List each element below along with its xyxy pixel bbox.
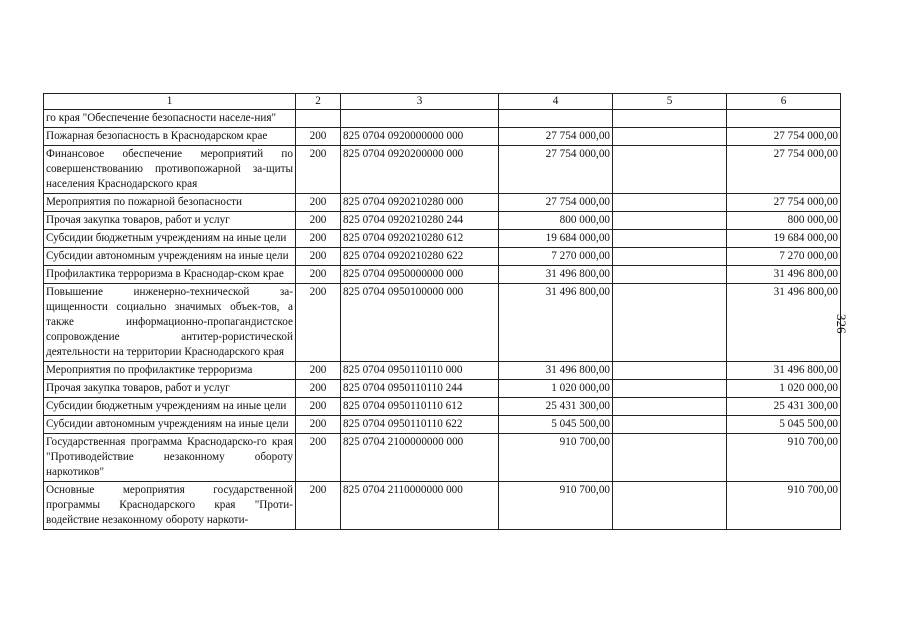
row-col6-amount: 910 700,00 [727,434,841,482]
row-col6-amount: 1 020 000,00 [727,380,841,398]
row-col5-cell [613,266,727,284]
row-col4-amount: 31 496 800,00 [499,362,613,380]
row-col5-cell [613,434,727,482]
row-col2-cell: 200 [296,212,341,230]
row-name-cell: Мероприятия по пожарной безопасности [44,194,296,212]
table-row [44,482,841,530]
row-name-cell: Государственная программа Краснодарско-го края "Противодействие незаконному обороту наркотиков" [44,434,296,482]
table-row [44,434,841,482]
row-col4-amount: 25 431 300,00 [499,398,613,416]
row-col5-cell [613,248,727,266]
row-col6-amount: 19 684 000,00 [727,230,841,248]
row-col2-cell: 200 [296,248,341,266]
row-code-cell: 825 0704 0920210280 622 [341,248,499,266]
row-col6-amount: 910 700,00 [727,482,841,530]
row-col4-amount: 27 754 000,00 [499,194,613,212]
row-code-cell: 825 0704 0920000000 000 [341,128,499,146]
row-code-cell: 825 0704 2100000000 000 [341,434,499,482]
row-col2-cell: 200 [296,482,341,530]
row-code-cell: 825 0704 0950110110 000 [341,362,499,380]
row-code-cell: 825 0704 0950110110 244 [341,380,499,398]
row-col2-cell: 200 [296,416,341,434]
row-col5-cell [613,398,727,416]
row-col2-cell: 200 [296,128,341,146]
row-col2-cell: 200 [296,434,341,482]
row-col4-amount: 31 496 800,00 [499,284,613,362]
table-row [44,230,841,248]
row-col5-cell [613,194,727,212]
row-col6-amount: 27 754 000,00 [727,128,841,146]
row-name-cell: Субсидии бюджетным учреждениям на иные цели [44,398,296,416]
row-col6-amount: 31 496 800,00 [727,362,841,380]
table-row [44,398,841,416]
header-col-5: 5 [613,94,727,110]
row-col5-cell [613,212,727,230]
row-code-cell: 825 0704 0920210280 244 [341,212,499,230]
row-name-cell: го края "Обеспечение безопасности населе-ния" [44,110,296,128]
row-col6-amount: 25 431 300,00 [727,398,841,416]
row-name-cell: Финансовое обеспечение мероприятий по совершенствованию противопожарной за-щиты населения Краснодарского края [44,146,296,194]
row-col5-cell [613,146,727,194]
table-row [44,284,841,362]
page-number: 326 [834,314,849,334]
header-col-2: 2 [296,94,341,110]
row-name-cell: Субсидии автономным учреждениям на иные цели [44,416,296,434]
row-name-cell: Прочая закупка товаров, работ и услуг [44,212,296,230]
row-col6-amount [727,110,841,128]
row-col4-amount: 7 270 000,00 [499,248,613,266]
budget-table [43,93,841,530]
row-col5-cell [613,110,727,128]
row-code-cell [341,110,499,128]
row-col6-amount: 800 000,00 [727,212,841,230]
row-col6-amount: 5 045 500,00 [727,416,841,434]
table-row [44,194,841,212]
row-name-cell: Субсидии автономным учреждениям на иные цели [44,248,296,266]
row-col5-cell [613,416,727,434]
row-col6-amount: 31 496 800,00 [727,266,841,284]
row-col4-amount: 910 700,00 [499,482,613,530]
row-col5-cell [613,230,727,248]
row-col4-amount: 31 496 800,00 [499,266,613,284]
header-col-1: 1 [44,94,296,110]
row-col6-amount: 31 496 800,00 [727,284,841,362]
table-row [44,212,841,230]
row-col2-cell: 200 [296,230,341,248]
header-col-3: 3 [341,94,499,110]
row-col5-cell [613,482,727,530]
row-col2-cell: 200 [296,284,341,362]
row-col2-cell: 200 [296,398,341,416]
table-row [44,146,841,194]
row-code-cell: 825 0704 0950110110 612 [341,398,499,416]
row-col2-cell [296,110,341,128]
table-row [44,362,841,380]
row-name-cell: Прочая закупка товаров, работ и услуг [44,380,296,398]
row-col5-cell [613,284,727,362]
row-col4-amount: 27 754 000,00 [499,146,613,194]
row-col2-cell: 200 [296,266,341,284]
row-col5-cell [613,380,727,398]
row-col2-cell: 200 [296,380,341,398]
header-row [44,94,841,110]
table-row [44,110,841,128]
row-col5-cell [613,128,727,146]
table-row [44,248,841,266]
row-code-cell: 825 0704 0950100000 000 [341,284,499,362]
row-col4-amount [499,110,613,128]
row-name-cell: Пожарная безопасность в Краснодарском крае [44,128,296,146]
row-col4-amount: 27 754 000,00 [499,128,613,146]
table-row [44,416,841,434]
header-col-4: 4 [499,94,613,110]
table-row [44,128,841,146]
row-code-cell: 825 0704 0950000000 000 [341,266,499,284]
row-col4-amount: 1 020 000,00 [499,380,613,398]
row-col2-cell: 200 [296,362,341,380]
header-col-6: 6 [727,94,841,110]
row-name-cell: Повышение инженерно-технической за-щищенности социально значимых объек-тов, а также информационно-пропагандистское сопровождение антитер-рористической деятельности на территории Краснодарского края [44,284,296,362]
row-code-cell: 825 0704 0920210280 000 [341,194,499,212]
row-code-cell: 825 0704 0950110110 622 [341,416,499,434]
row-col4-amount: 5 045 500,00 [499,416,613,434]
row-col4-amount: 910 700,00 [499,434,613,482]
row-code-cell: 825 0704 2110000000 000 [341,482,499,530]
row-col2-cell: 200 [296,146,341,194]
row-code-cell: 825 0704 0920210280 612 [341,230,499,248]
row-col2-cell: 200 [296,194,341,212]
row-name-cell: Мероприятия по профилактике терроризма [44,362,296,380]
row-col6-amount: 27 754 000,00 [727,194,841,212]
row-col6-amount: 7 270 000,00 [727,248,841,266]
row-col5-cell [613,362,727,380]
row-name-cell: Субсидии бюджетным учреждениям на иные цели [44,230,296,248]
row-name-cell: Основные мероприятия государственной программы Краснодарского края "Проти-водействие незаконному обороту наркоти- [44,482,296,530]
row-col4-amount: 800 000,00 [499,212,613,230]
table-row [44,380,841,398]
row-col4-amount: 19 684 000,00 [499,230,613,248]
row-col6-amount: 27 754 000,00 [727,146,841,194]
row-name-cell: Профилактика терроризма в Краснодар-ском крае [44,266,296,284]
table-row [44,266,841,284]
row-code-cell: 825 0704 0920200000 000 [341,146,499,194]
